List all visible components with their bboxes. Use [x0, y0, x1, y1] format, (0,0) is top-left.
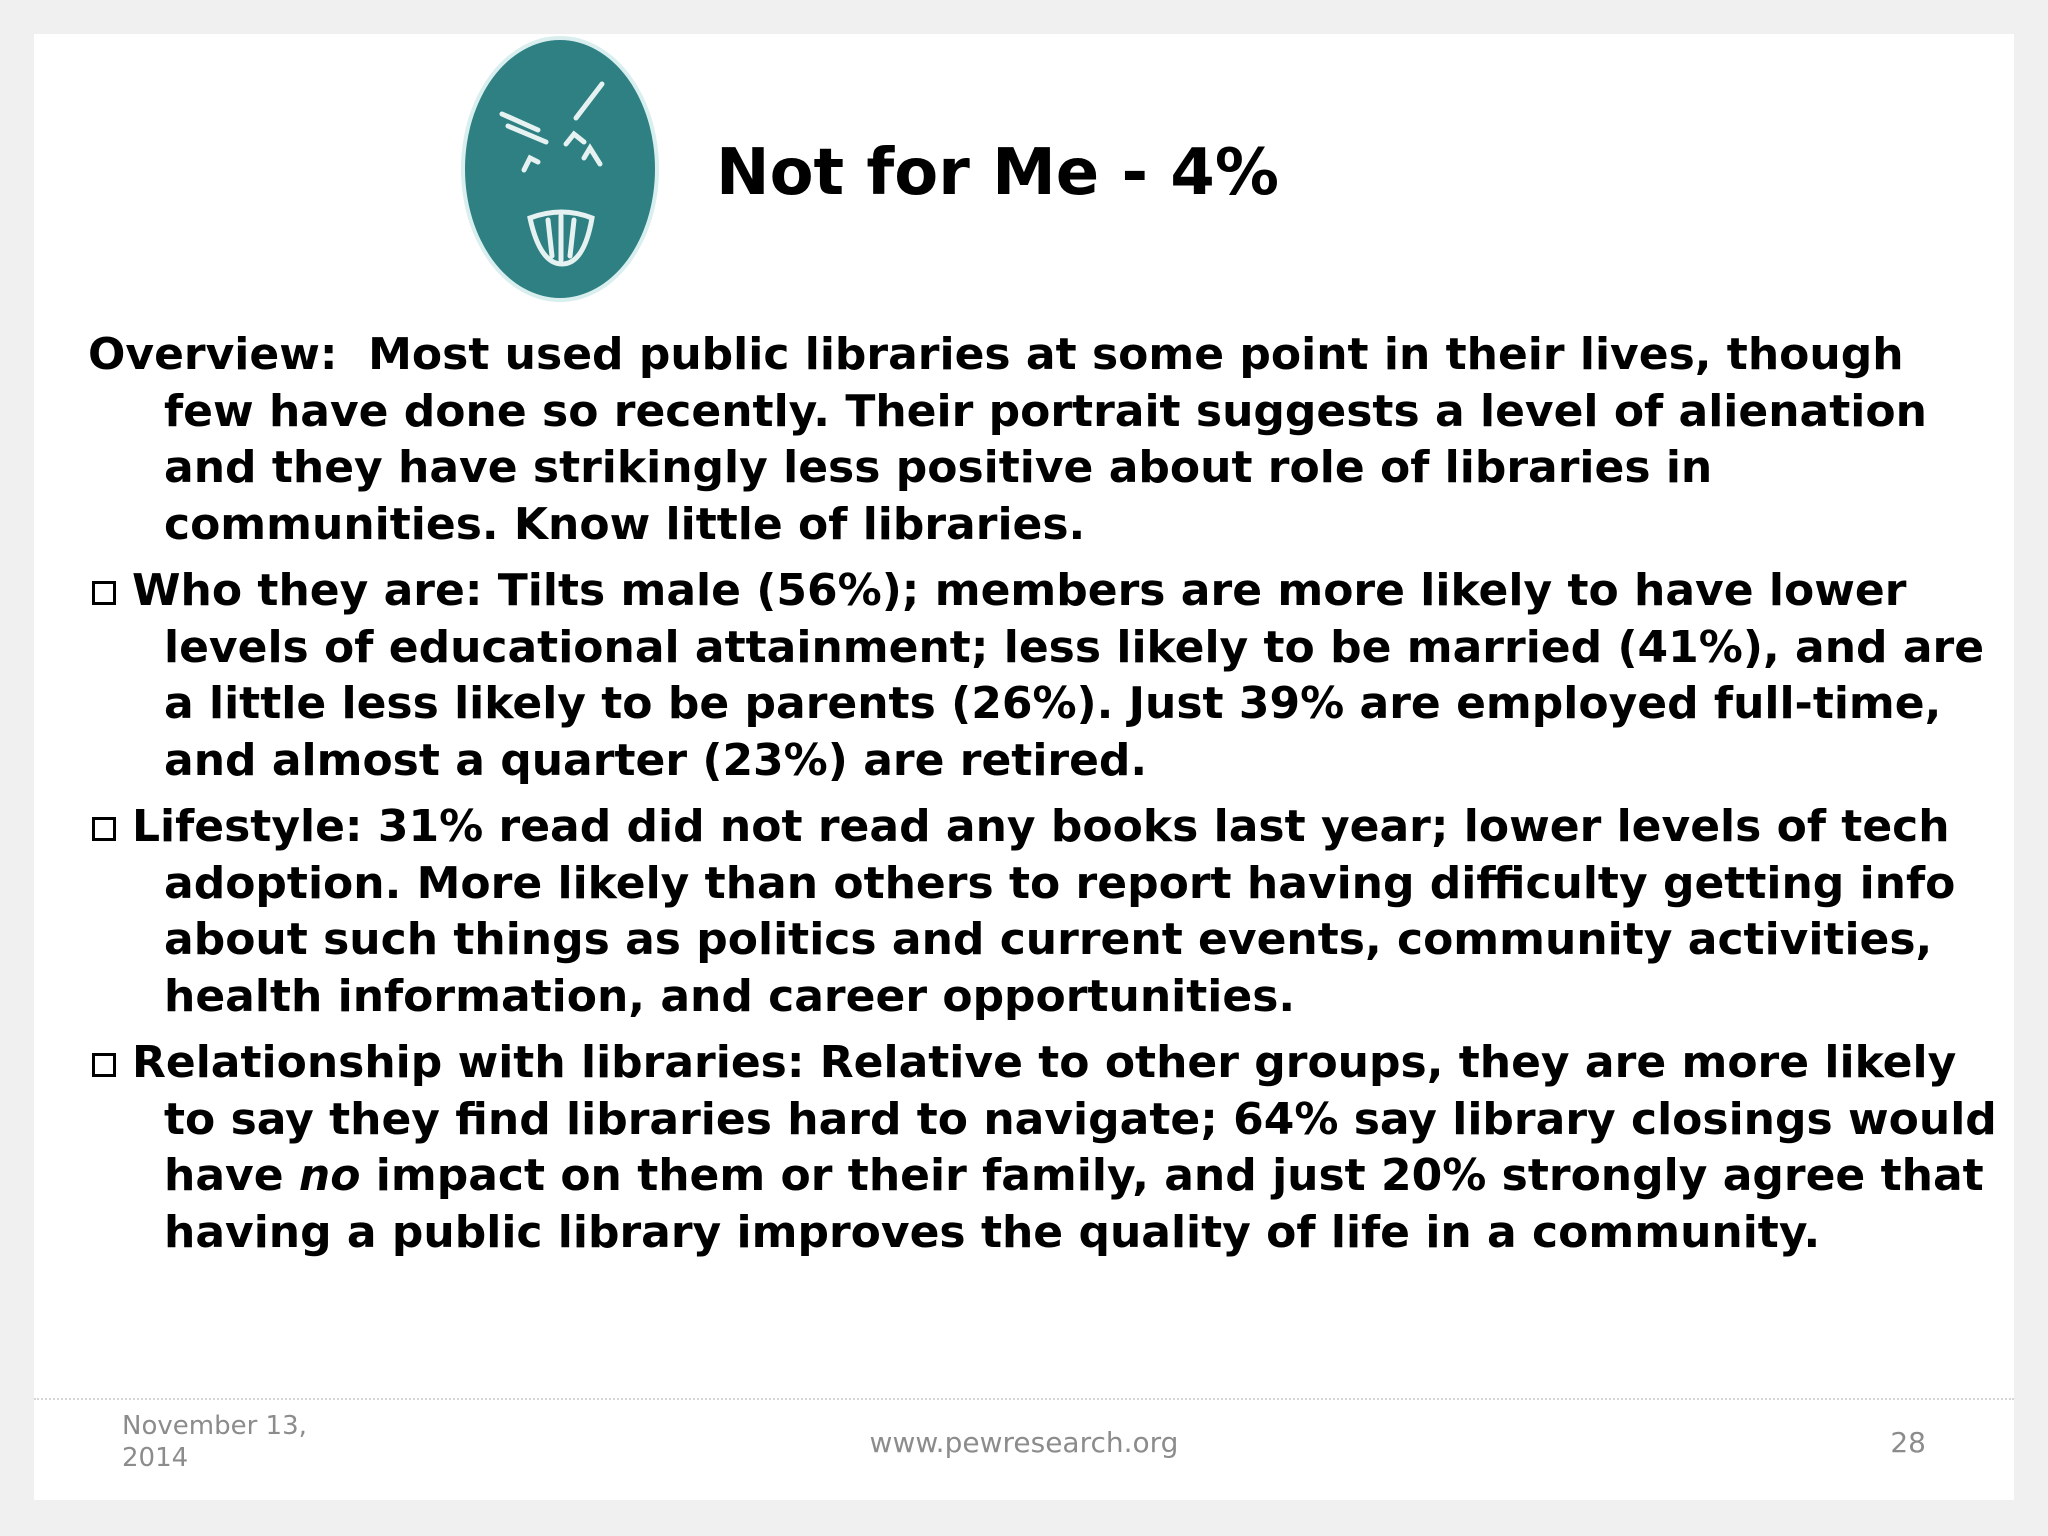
- bullet-text-before: Relative to other groups, they are more likely to say they find libraries hard to navigate; 64% say library closings would have: [164, 1037, 1997, 1201]
- footer-url: www.pewresearch.org: [869, 1426, 1179, 1459]
- page-number: 28: [1890, 1426, 1926, 1459]
- overview-label: Overview:: [88, 329, 338, 380]
- bullet-text: 31% read did not read any books last year; lower levels of tech adoption. More likely than others to report having difficulty getting info about such things as politics and current events, community activities, health information, and career opportunities.: [164, 801, 1956, 1022]
- bullet-label: Who they are:: [132, 565, 483, 616]
- bullet-who-they-are: [88, 563, 2008, 789]
- bullet-label: Relationship with libraries:: [132, 1037, 805, 1088]
- bullet-text-emphasis: no: [298, 1150, 361, 1201]
- overview-text: Most used public libraries at some point in their lives, though few have done so recently. Their portrait suggests a level of alienation and they have strikingly less positive about role of libraries in communities. Know little of libraries.: [164, 329, 1927, 550]
- checkbox-bullet-icon: [92, 581, 116, 605]
- slide-title: Not for Me - 4%: [716, 136, 1279, 210]
- bullet-label: Lifestyle:: [132, 801, 363, 852]
- checkbox-bullet-icon: [92, 817, 116, 841]
- slide-body: [88, 327, 2008, 1271]
- footer-date: November 13, 2014: [122, 1411, 307, 1473]
- checkbox-bullet-icon: [92, 1053, 116, 1077]
- bullet-lifestyle: [88, 799, 2008, 1025]
- footer-divider: [34, 1398, 2014, 1400]
- bullet-text: Tilts male (56%); members are more likely to have lower levels of educational attainment; less likely to be married (41%), and are a little less likely to be parents (26%). Just 39% are employed full-time, and almost a quarter (23%) are retired.: [164, 565, 1985, 786]
- bullet-relationship-with-libraries: [88, 1035, 2008, 1261]
- grimacing-face-icon: [460, 34, 660, 304]
- bullet-text-after: impact on them or their family, and just 20% strongly agree that having a public library improves the quality of life in a community.: [164, 1150, 1984, 1258]
- slide: [34, 34, 2014, 1500]
- overview-paragraph: [88, 327, 2008, 553]
